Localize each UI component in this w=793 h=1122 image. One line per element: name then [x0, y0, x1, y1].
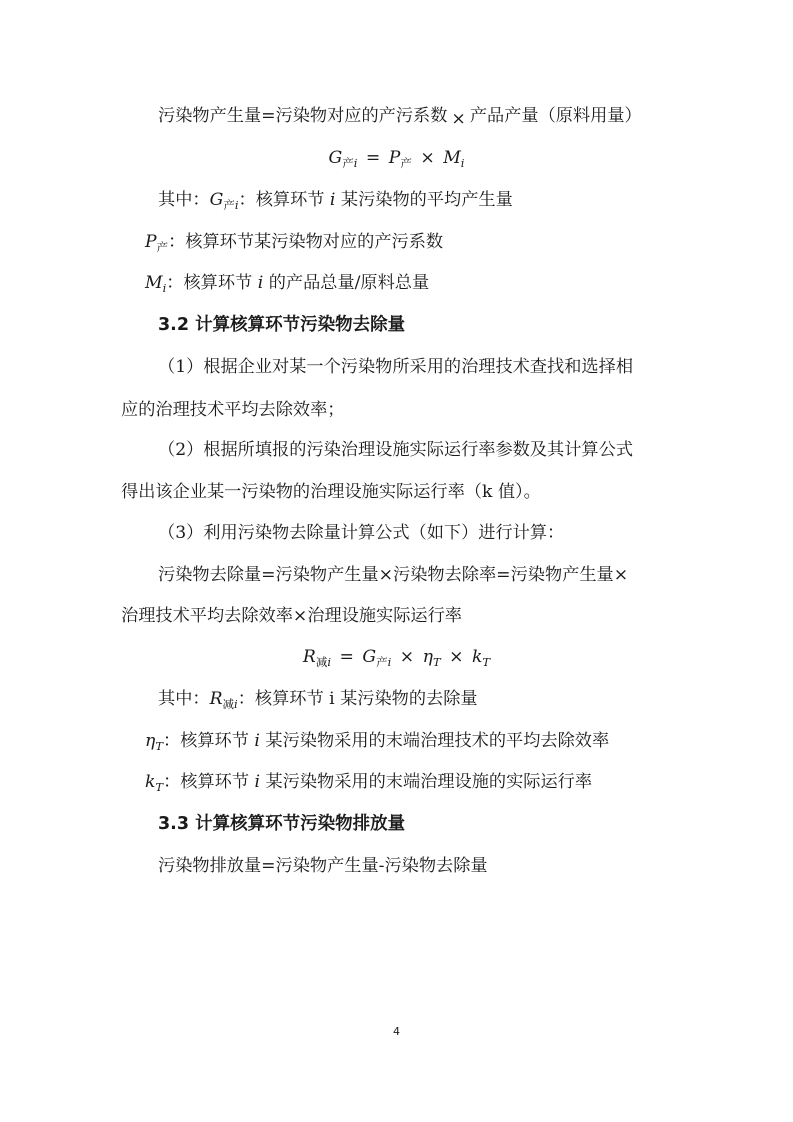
eq1-equals: = — [365, 148, 381, 168]
def4-prefix: 其中： — [158, 689, 210, 709]
eq2-R-subscript: 减 — [315, 655, 328, 669]
emission-formula: 污染物排放量=污染物产生量-污染物去除量 — [158, 856, 488, 876]
def1-G: G — [209, 190, 224, 210]
def2-text: ：核算环节某污染物对应的产污系数 — [168, 232, 444, 252]
section-heading-3-2: 3.2 计算核算环节污染物去除量 — [158, 315, 406, 335]
def1-G-index: i — [234, 198, 239, 212]
def5-eta-subscript: T — [155, 739, 163, 753]
def1-text-a: ：核算环节 — [238, 190, 325, 210]
section-heading-3-3: 3.3 计算核算环节污染物排放量 — [158, 814, 406, 834]
eq2-k: k — [471, 647, 483, 667]
production-formula-text — [158, 104, 642, 128]
def5-eta: η — [145, 731, 156, 751]
def3-M-index: i — [162, 281, 167, 295]
def2-P-subscript: 产 — [156, 240, 169, 254]
eq2-G-subscript: 产 — [376, 655, 388, 669]
removal-formula-line1: 污染物去除量=污染物产生量×污染物去除率=污染物产生量× — [158, 565, 629, 585]
eq2-times-2: × — [449, 647, 464, 667]
def3-text-b: 的产品总量/原料总量 — [268, 273, 430, 293]
removal-equation — [0, 645, 793, 670]
definition-R — [158, 687, 478, 712]
def5-text-b: 某污染物采用的末端治理技术的平均去除效率 — [265, 731, 610, 751]
def6-k-subscript: T — [155, 780, 164, 794]
def1-prefix: 其中： — [158, 190, 210, 210]
eq2-G: G — [362, 647, 377, 667]
definition-P — [145, 230, 443, 255]
eq1-times: × — [420, 148, 435, 168]
def1-G-subscript: 产 — [223, 198, 235, 212]
def6-text-b: 某污染物采用的末端治理设施的实际运行率 — [265, 772, 593, 792]
eq2-R-index: i — [327, 655, 332, 669]
eq1-M-index: i — [460, 156, 465, 170]
def5-i: i — [254, 731, 260, 751]
para1-line1: （1）根据企业对某一个污染物所采用的治理技术查找和选择相 — [158, 357, 634, 377]
eq1-G-index: i — [353, 156, 358, 170]
eq2-k-subscript: T — [482, 655, 491, 669]
def1-text-b: 某污染物的平均产生量 — [340, 190, 513, 210]
production-formula-part1: 污染物产生量=污染物对应的产污系数 — [158, 106, 448, 126]
definition-G — [158, 188, 513, 213]
def4-R-subscript: 减 — [222, 697, 235, 711]
eq2-equals: = — [339, 647, 354, 667]
eq1-P: P — [388, 148, 401, 168]
eq2-eta-subscript: T — [432, 655, 441, 669]
eq2-R: R — [302, 647, 316, 667]
eq1-M: M — [443, 148, 461, 168]
eq1-P-subscript: 产 — [400, 156, 412, 170]
def4-R: R — [209, 689, 223, 709]
definition-eta — [145, 729, 609, 754]
production-equation — [0, 146, 793, 171]
eq1-G: G — [328, 148, 343, 168]
def4-R-index: i — [234, 697, 238, 711]
eq1-G-subscript: 产 — [342, 156, 354, 170]
para2-line2: 得出该企业某一污染物的治理设施实际运行率（k 值）。 — [121, 482, 541, 502]
def4-text: ：核算环节 i 某污染物的去除量 — [237, 689, 478, 709]
def6-i: i — [254, 772, 261, 792]
def5-text-a: ：核算环节 — [162, 731, 249, 751]
para3: （3）利用污染物去除量计算公式（如下）进行计算： — [158, 523, 565, 543]
eq2-times-1: × — [399, 647, 415, 667]
def6-text-a: ：核算环节 — [163, 772, 250, 792]
removal-formula-line2: 治理技术平均去除效率×治理设施实际运行率 — [121, 606, 462, 626]
para2-line1: （2）根据所填报的污染治理设施实际运行率参数及其计算公式 — [158, 440, 634, 460]
production-formula-part2: 产品产量（原料用量） — [469, 106, 642, 126]
def3-M: M — [145, 273, 163, 293]
definition-k — [145, 770, 592, 795]
def1-i: i — [329, 190, 336, 210]
page-number: 4 — [393, 1025, 400, 1038]
def6-k: k — [145, 772, 156, 792]
para1-line2: 应的治理技术平均去除效率； — [121, 400, 345, 420]
eq2-eta: η — [422, 647, 433, 667]
def3-text-a: ：核算环节 — [166, 273, 253, 293]
definition-M — [145, 271, 429, 296]
def3-i: i — [257, 273, 264, 293]
def2-P: P — [145, 232, 157, 252]
times-sign: × — [451, 109, 466, 129]
eq2-G-index: i — [387, 655, 392, 669]
